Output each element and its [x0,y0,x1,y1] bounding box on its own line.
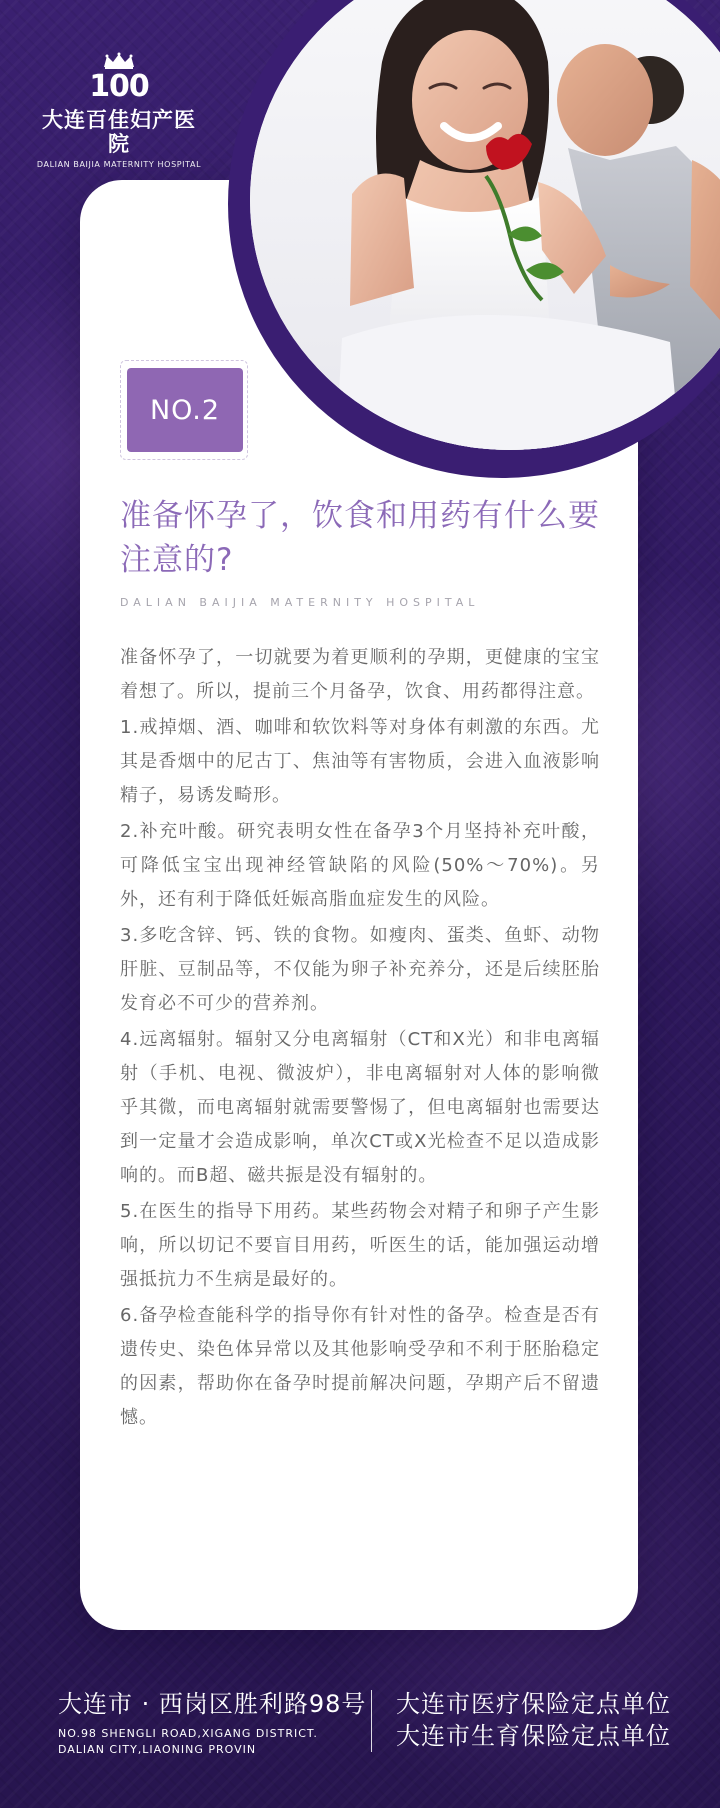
article-paragraph-2: 2.补充叶酸。研究表明女性在备孕3个月坚持补充叶酸，可降低宝宝出现神经管缺陷的风险(50%～70%)。另外，还有利于降低妊娠高脂血症发生的风险。 [120,821,600,910]
footer-address-en-line-2: DALIAN CITY,LIAONING PROVIN [58,1743,257,1756]
article-paragraph-3: 3.多吃含锌、钙、铁的食物。如瘦肉、蛋类、鱼虾、动物肝脏、豆制品等，不仅能为卵子补充养分，还是后续胚胎发育必不可少的营养剂。 [120,925,600,1014]
footer-address-block [58,1688,367,1758]
footer-designation-medical-insurance: 大连市医疗保险定点单位 [396,1690,671,1718]
article-subtitle: DALIAN BAIJIA MATERNITY HOSPITAL [120,596,480,609]
article-paragraph-5: 5.在医生的指导下用药。某些药物会对精子和卵子产生影响，所以切记不要盲目用药，听医生的话，能加强运动增强抵抗力不生病是最好的。 [120,1201,600,1290]
footer-info [0,1680,720,1770]
article-paragraph-4: 4.远离辐射。辐射又分电离辐射（CT和X光）和非电离辐射（手机、电视、微波炉），非电离辐射对人体的影响微乎其微，而电离辐射就需要警惕了，但电离辐射也需要达到一定量才会造成影响，单次CT或X光检查不足以造成影响的。而B超、磁共振是没有辐射的。 [120,1029,600,1186]
crown-icon [102,52,136,70]
hospital-name-en: DALIAN BAIJIA MATERNITY HOSPITAL [36,160,202,169]
article-number-badge: NO.2 [127,368,243,452]
article-paragraph-1: 1.戒掉烟、酒、咖啡和软饮料等对身体有刺激的东西。尤其是香烟中的尼古丁、焦油等有害物质，会进入血液影响精子，易诱发畸形。 [120,717,600,806]
logo-mark-text: 100 [89,69,149,104]
article-paragraph-6: 6.备孕检查能科学的指导你有针对性的备孕。检查是否有遗传史、染色体异常以及其他影响受孕和不利于胚胎稳定的因素，帮助你在备孕时提前解决问题，孕期产后不留遗憾。 [120,1305,600,1428]
footer-divider [371,1690,372,1752]
footer-address-en-line-1: NO.98 SHENGLI ROAD,XIGANG DISTRICT. [58,1727,318,1740]
article-paragraph-intro: 准备怀孕了，一切就要为着更顺利的孕期，更健康的宝宝着想了。所以，提前三个月备孕，饮食、用药都得注意。 [120,647,600,702]
footer-designations [396,1688,676,1752]
footer-address-cn: 大连市 · 西岗区胜利路98号 [58,1690,367,1718]
hospital-name-cn: 大连百佳妇产医院 [42,108,196,156]
article-title: 准备怀孕了，饮食和用药有什么要注意的? [120,498,600,578]
footer-address-en [58,1726,358,1758]
article-body [120,641,600,1437]
footer-designation-maternity-insurance: 大连市生育保险定点单位 [396,1722,671,1750]
hospital-logo [34,52,204,170]
